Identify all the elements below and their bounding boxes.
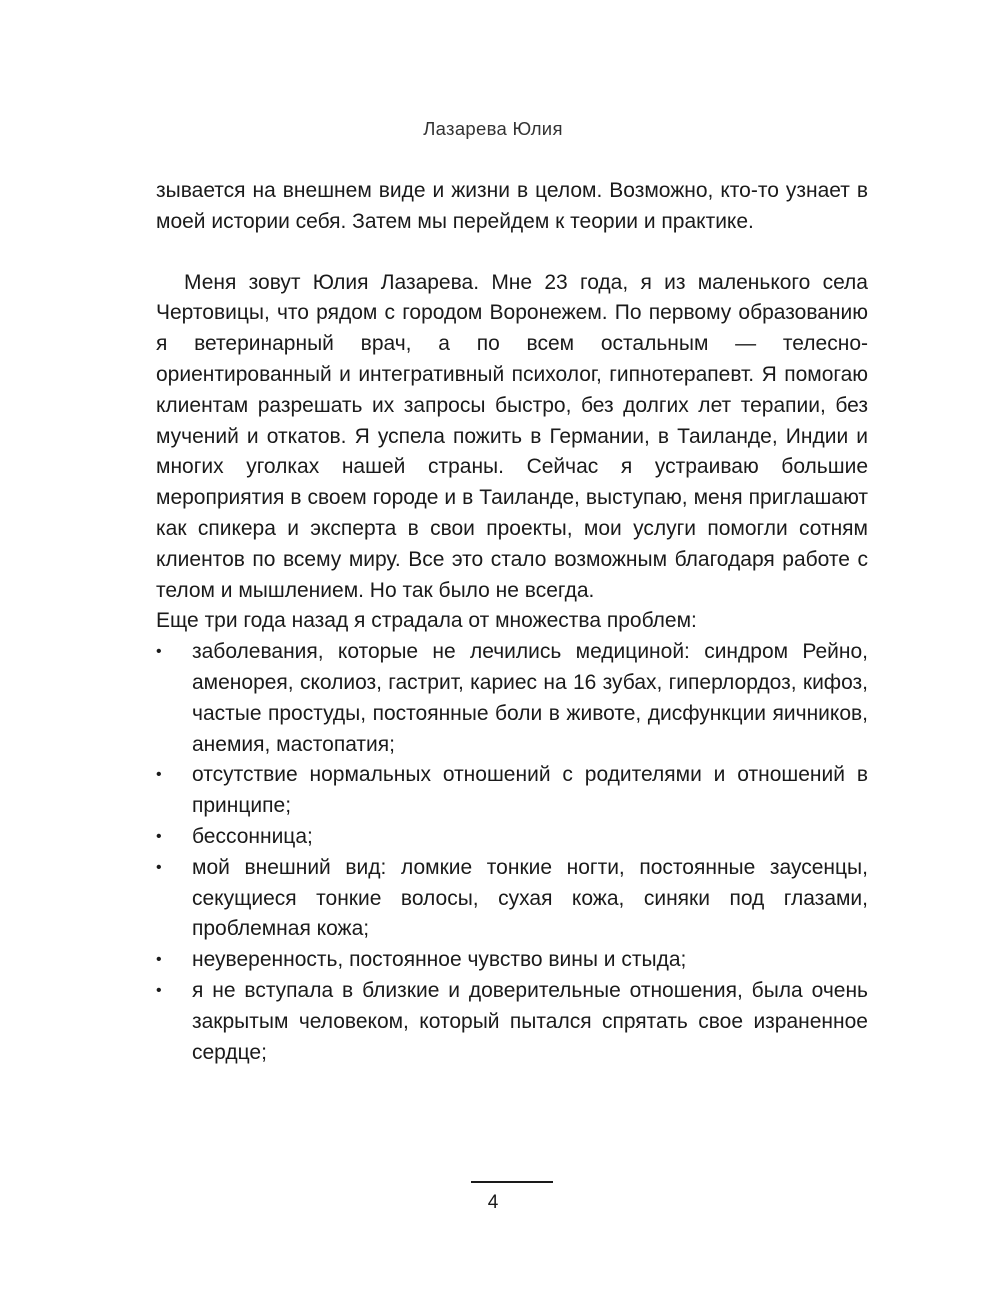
list-item: [156, 637, 868, 760]
bullet-icon: •: [156, 981, 162, 999]
list-item-text: заболевания, которые не лечились медициной: синдром Рейно, аменорея, сколиоз, гастрит, кариес на 16 зубах, гиперлордоз, кифоз, частые простуды, постоянные боли в животе, дисфункции яичников, анемия, мастопатия;: [192, 640, 868, 756]
list-item-text: мой внешний вид: ломкие тонкие ногти, постоянные заусенцы, секущиеся тонкие волосы, сухая кожа, синяки под глазами, проблемная кожа;: [192, 855, 868, 941]
bullet-icon: •: [156, 951, 162, 969]
list-item: [156, 822, 868, 853]
footer-divider: [471, 1181, 553, 1183]
bullet-icon: •: [156, 827, 162, 845]
running-head: Лазарева Юлия: [423, 118, 563, 139]
problem-list: [156, 637, 868, 1068]
list-item: [156, 853, 868, 945]
list-item-text: неуверенность, постоянное чувство вины и стыда;: [192, 948, 687, 972]
list-item: [156, 760, 868, 822]
list-item-text: отсутствие нормальных отношений с родителями и отношений в принципе;: [192, 763, 868, 818]
list-item-text: я не вступала в близкие и доверительные отношения, была очень закрытым человеком, который пытался спрятать свое израненное сердце;: [192, 978, 868, 1064]
list-intro: Еще три года назад я страдала от множества проблем:: [156, 609, 697, 633]
paragraph-intro: Меня зовут Юлия Лазарева. Мне 23 года, я из маленького села Чертовицы, что рядом с городом Воронежем. По первому образованию я ветеринарный врач, а по всем остальным — телесно-ориентированный и интегративный психолог, гипнотерапевт. Я помогаю клиентам разрешать их запросы быстро, без долгих лет терапии, без мучений и откатов. Я успела пожить в Германии, в Таиланде, Индии и многих уголках нашей страны. Сейчас я устраиваю большие мероприятия в своем городе и в Таиланде, выступаю, меня приглашают как спикера и эксперта в свои проекты, мои услуги помогли сотням клиентов по всему миру. Все это стало возможным благодаря работе с телом и мышлением. Но так было не всегда.: [156, 270, 868, 602]
page-number: 4: [487, 1192, 499, 1213]
list-item-text: бессонница;: [192, 824, 313, 848]
list-item: [156, 976, 868, 1068]
bullet-icon: •: [156, 643, 162, 661]
main-text: [156, 176, 868, 1068]
paragraph-continuation: зывается на внешнем виде и жизни в целом. Возможно, кто-то узнает в моей истории себя. Затем мы перейдем к теории и практике.: [156, 179, 868, 233]
list-item: [156, 945, 868, 976]
bullet-icon: •: [156, 858, 162, 876]
bullet-icon: •: [156, 766, 162, 784]
